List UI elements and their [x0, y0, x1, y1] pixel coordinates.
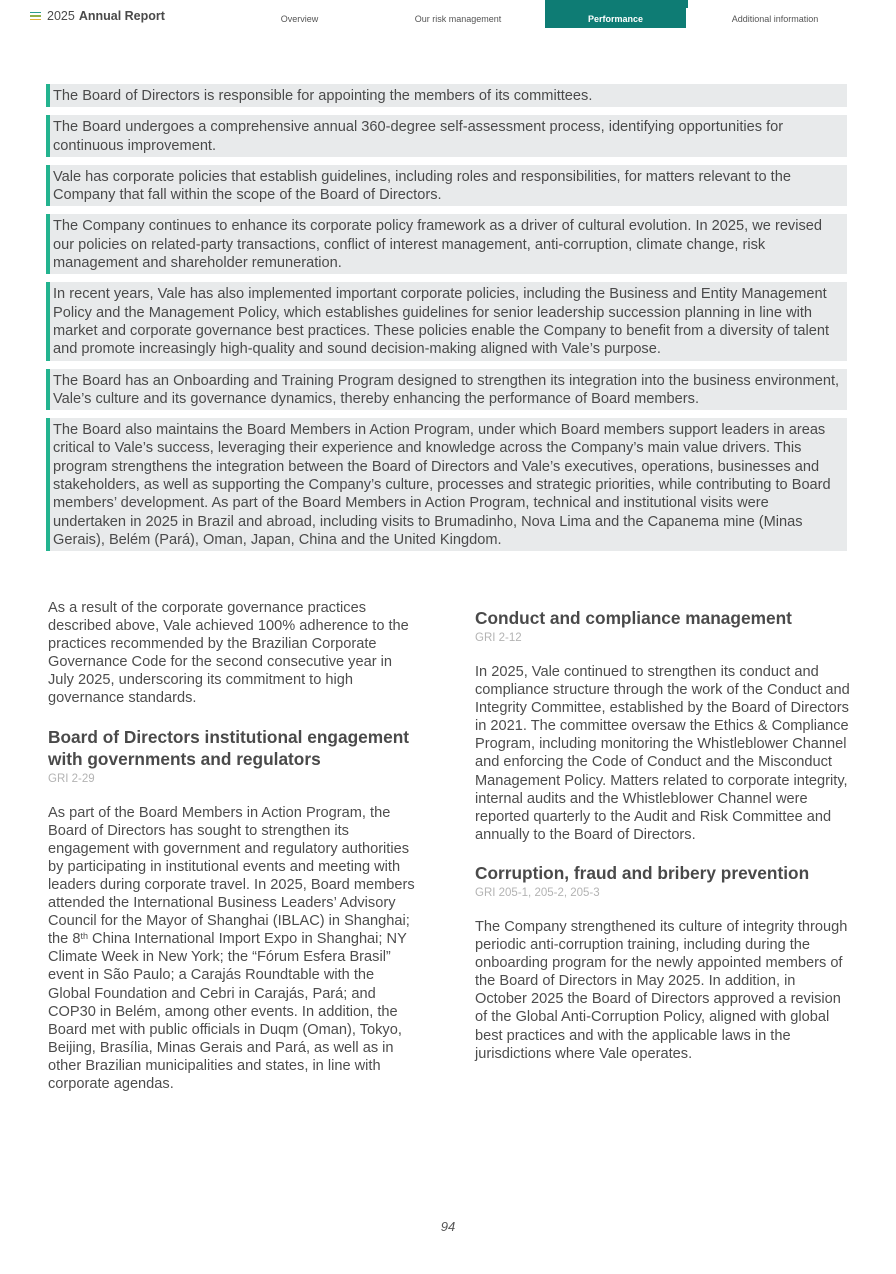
gri-reference: GRI 205-1, 205-2, 205-3 — [475, 886, 600, 899]
highlight-box: In recent years, Vale has also implemented important corporate policies, including the Business and Entity Management Policy and the Management Policy, which establishes guidelines for senior leadership succession planning in line with market and corporate governance best practices. These policies enable the Company to benefit from a diversity of talent and promote increasingly high-quality and sound decision-making aligned with Vale’s purpose. — [46, 282, 847, 360]
tab-performance[interactable]: Performance — [545, 0, 688, 28]
left-column — [48, 599, 420, 1111]
report-brand[interactable] — [30, 9, 165, 23]
highlight-box: The Board of Directors is responsible for appointing the members of its committees. — [46, 84, 847, 107]
intro-paragraph: As a result of the corporate governance practices described above, Vale achieved 100% adherence to the practices recommended by the Brazilian Corporate Governance Code for the second consecutive year in July 2025, underscoring its commitment to high governance standards. — [48, 600, 409, 707]
right-column — [475, 607, 850, 1081]
section-title: Board of Directors institutional engagement with governments and regulators — [48, 726, 410, 769]
section-body: As part of the Board Members in Action Program, the Board of Directors has sought to strengthen its engagement with government and regulatory authorities by participating in institutional events and meeting with leaders during corporate travel. In 2025, Board members attended the International Business Leaders’ Advisory Council for the Mayor of Shanghai (IBLAC) in Shanghai; the 8th China International Import Expo in Shanghai; NY Climate Week in New York; the “Fórum Esfera Brasil” event in São Paulo; a Carajás Roundtable with the Global Foundation and Cebri in Carajás, Pará; and COP30 in Belém, among other events. In addition, the Board met with public officials in Duqm (Oman), Tokyo, Beijing, Brasília, Minas Gerais and Pará, as well as in other Brazilian municipalities and states, in line with corporate agendas. — [48, 804, 415, 1092]
tab-additional-information[interactable]: Additional information — [731, 14, 819, 24]
highlight-box: Vale has corporate policies that establish guidelines, including roles and responsibilities, for matters relevant to the Company that fall within the scope of the Board of Directors. — [46, 165, 847, 207]
tab-our-risk-management[interactable]: Our risk management — [414, 14, 502, 24]
section-tabs — [228, 0, 862, 28]
section-body: The Company strengthened its culture of integrity through periodic anti-corruption training, including during the onboarding program for the newly appointed members of the Board of Directors in May 2025. In addition, in October 2025 the Board of Directors approved a revision of the Global Anti-Corruption Policy, aligned with global best practices and with the applicable laws in the jurisdictions where Vale operates. — [475, 918, 848, 1062]
highlight-box: The Company continues to enhance its corporate policy framework as a driver of cultural evolution. In 2025, we revised our policies on related-party transactions, conflict of interest management, anti-corruption, climate change, risk management and shareholder remuneration. — [46, 214, 847, 274]
section-body: In 2025, Vale continued to strengthen its conduct and compliance structure through the work of the Conduct and Integrity Committee, established by the Board of Directors in 2021. The committee oversaw the Ethics & Compliance Program, including monitoring the Whistleblower Channel and enforcing the Code of Conduct and the Misconduct Management Policy. Matters related to corporate integrity, internal audits and the Whistleblower Channel were reported quarterly to the Audit and Risk Committee and annually to the Board of Directors. — [475, 664, 850, 843]
report-title: Annual Report — [78, 9, 165, 23]
hamburger-icon[interactable] — [30, 12, 41, 21]
section-title: Corruption, fraud and bribery prevention — [475, 862, 810, 883]
section-title: Conduct and compliance management — [475, 608, 792, 628]
highlight-box: The Board has an Onboarding and Training Program designed to strengthen its integration into the business environment, Vale’s culture and its governance dynamics, thereby enhancing the performance of Board members. — [46, 369, 847, 411]
gri-reference: GRI 2-29 — [48, 772, 95, 785]
top-navigation-bar — [0, 0, 896, 36]
gri-reference: GRI 2-12 — [475, 632, 522, 644]
tab-overview[interactable]: Overview — [280, 14, 319, 24]
highlight-box: The Board also maintains the Board Members in Action Program, under which Board members support leaders in areas critical to Vale’s success, leveraging their experience and knowledge across the Company’s main value drivers. This program strengthens the integration between the Board of Directors and Vale’s executives, operations, businesses and stakeholders, as well as supporting the Company’s culture, processes and strategic priorities, while contributing to Board members’ development. As part of the Board Members in Action Program, technical and institutional visits were undertaken in 2025 in Brazil and abroad, including visits to Brumadinho, Nova Lima and the Capanema mine (Minas Gerais), Belém (Pará), Oman, Japan, China and the United Kingdom. — [46, 418, 847, 551]
report-year: 2025 — [47, 9, 75, 23]
governance-highlights — [46, 84, 847, 559]
page-number: 94 — [440, 1219, 456, 1234]
highlight-box: The Board undergoes a comprehensive annual 360-degree self-assessment process, identifying opportunities for continuous improvement. — [46, 115, 847, 157]
